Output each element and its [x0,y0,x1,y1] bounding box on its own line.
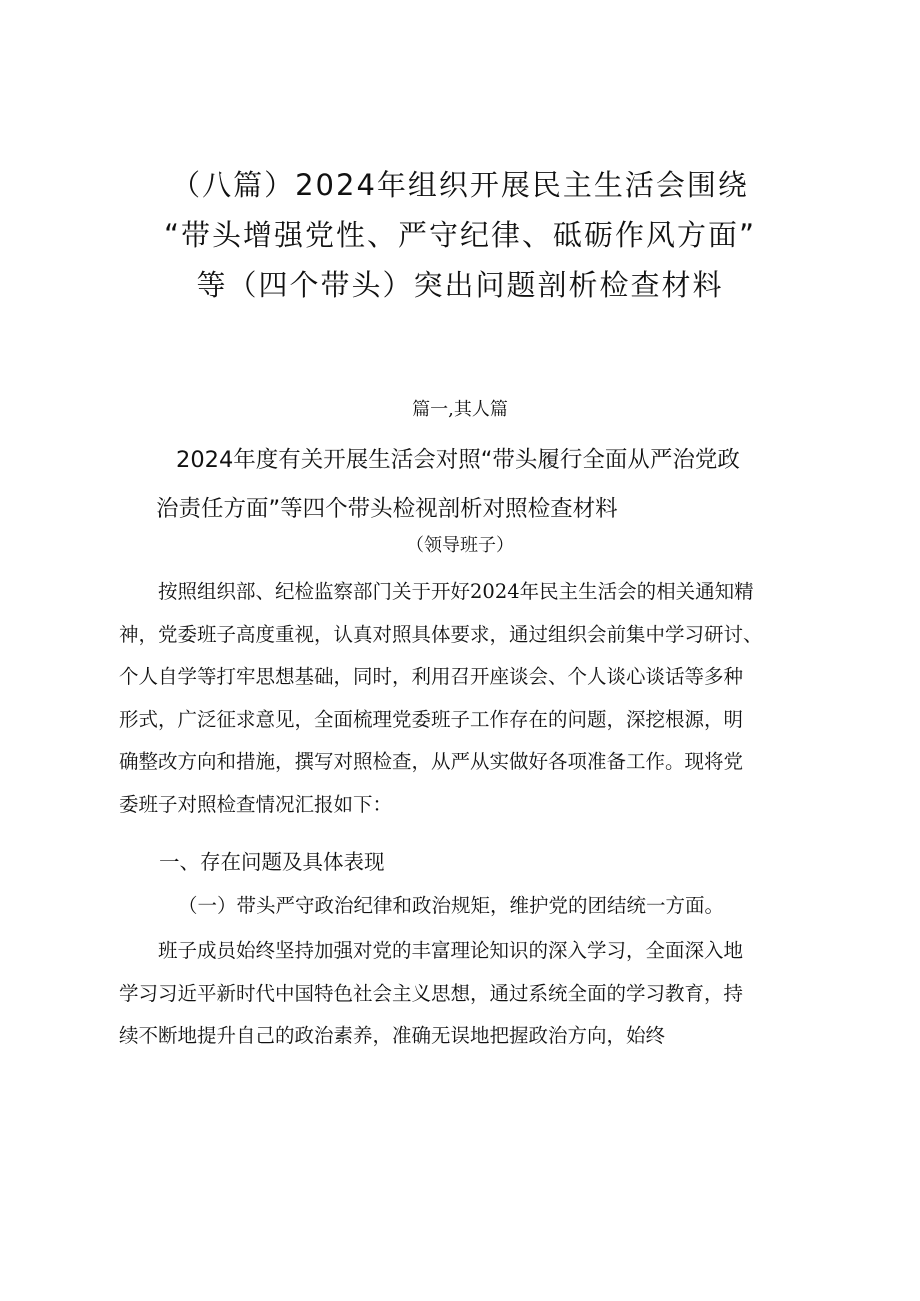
intro-line-4: 形式，广泛征求意见，全面梳理党委班子工作存在的问题，深挖根源，明 [119,707,744,731]
title-line-1: （八篇）2024年组织开展民主生活会围绕 [171,168,749,202]
intro-line-3: 个人自学等打牢思想基础，同时，利用召开座谈会、个人谈心谈话等多种 [119,665,744,689]
intro-line-1: 按照组织部、纪检监察部门关于开好2024年民主生活会的相关通知精 [158,580,754,603]
body-line-2: 学习习近平新时代中国特色社会主义思想，通过系统全面的学习教育，持 [119,981,744,1005]
subtitle-line-1: 2024年度有关开展生活会对照“带头履行全面从严治党政 [176,447,740,473]
title-line-2: “带头增强党性、严守纪律、砥砺作风方面” [163,218,757,252]
subsection-heading: （一）带头严守政治纪律和政治规矩，维护党的团结统一方面。 [178,894,725,917]
body-paragraph [119,930,819,1058]
intro-paragraph [119,571,819,827]
intro-line-2: 神，党委班子高度重视，认真对照具体要求，通过组织会前集中学习研讨、 [119,622,763,646]
title-line-3: 等（四个带头）突出问题剖析检查材料 [196,268,724,302]
intro-line-6: 委班子对照检查情况汇报如下： [119,792,393,816]
section-heading: 一、存在问题及具体表现 [159,850,385,874]
subtitle-line-2: 治责任方面”等四个带头检视剖析对照检查材料 [156,496,618,522]
unit-label: （领导班子） [406,535,514,556]
body-line-1: 班子成员始终坚持加强对党的丰富理论知识的深入学习，全面深入地 [158,939,744,962]
article-subtitle [156,436,816,534]
body-line-3: 续不断地提升自己的政治素养，准确无误地把握政治方向，始终 [119,1024,666,1048]
intro-line-5: 确整改方向和措施，撰写对照检查，从严从实做好各项准备工作。现将党 [119,750,744,774]
document-title [0,160,920,310]
section-label: 篇一,其人篇 [412,399,508,420]
